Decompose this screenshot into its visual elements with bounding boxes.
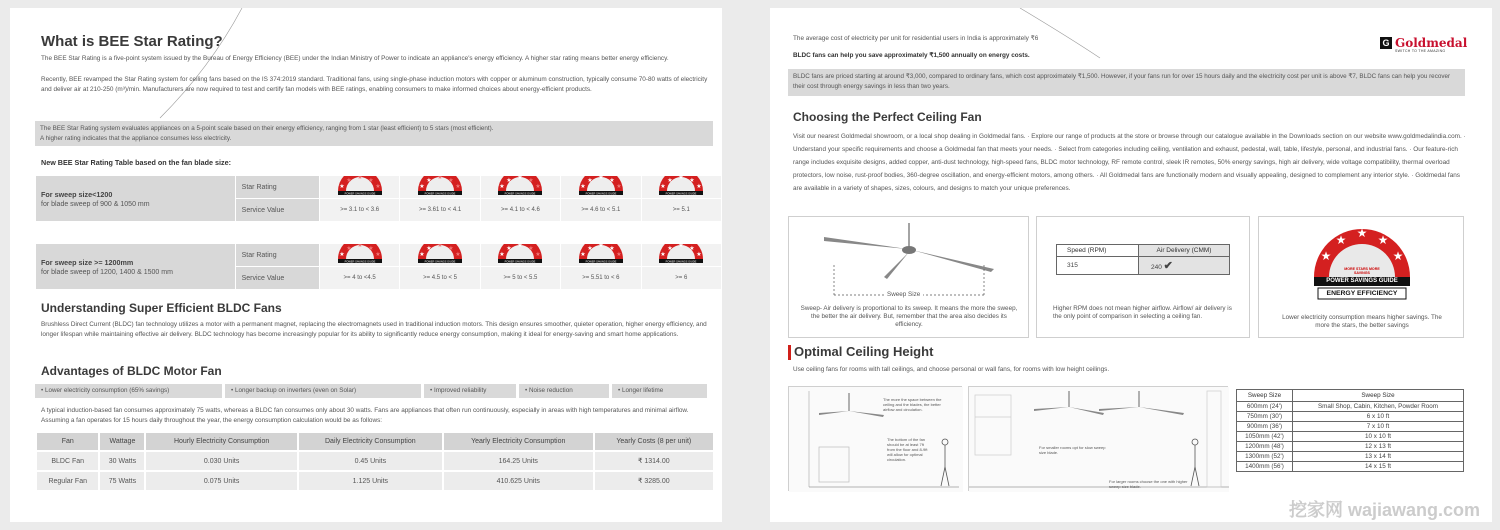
size-cell: For sweep size >= 1200mm for blade sweep of 1200, 1400 & 1500 mm (36, 244, 236, 290)
sweep-table-cell: 13 x 14 ft (1293, 452, 1464, 462)
star-rating-5 (641, 176, 721, 199)
intro-paragraph: The BEE Star Rating is a five-point system issued by the Bureau of Energy Efficiency (BEE) under the Indian Ministry of Power to indicate an appliance's energy efficiency. A higher star rating means better energy efficiency. (41, 55, 669, 62)
svg-text:★: ★ (419, 183, 425, 190)
advantage-chip: • Longer backup on inverters (even on Solar) (225, 384, 421, 398)
svg-text:★: ★ (660, 251, 666, 258)
fan-table-cell: 0.075 Units (145, 471, 297, 491)
star-label-icon (329, 244, 391, 264)
sweep-table-cell: 600mm (24') (1237, 402, 1293, 412)
svg-text:★: ★ (506, 177, 513, 184)
svg-text:★: ★ (448, 177, 454, 184)
height-paragraph: Use ceiling fans for rooms with tall ceilings, and choose personal or wall fans, for rooms with low height ceilings. (793, 366, 1110, 373)
service-value: >= 4.6 to < 5.1 (561, 199, 641, 222)
fan-table-header: Wattage (99, 432, 145, 451)
service-value: >= 6 (641, 267, 721, 290)
savings-line: BLDC fans can help you save approximately ₹1,500 annually on energy costs. (793, 52, 1030, 59)
star-label-icon (409, 244, 471, 264)
table-row (1237, 462, 1464, 472)
svg-text:★: ★ (437, 176, 443, 181)
rpm-value: 315 (1057, 257, 1139, 275)
page-title: What is BEE Star Rating? (41, 33, 223, 50)
logo-mark-icon: G (1380, 37, 1392, 49)
svg-text:★: ★ (535, 183, 542, 190)
star-rating-4 (561, 244, 641, 267)
svg-text:★: ★ (1320, 249, 1332, 263)
svg-text:★: ★ (426, 177, 432, 184)
sweep-table-cell: 14 x 15 ft (1293, 462, 1464, 472)
svg-text:★: ★ (1335, 233, 1347, 247)
fan-table-header: Fan (36, 432, 99, 451)
svg-text:POWER SAVINGS GUIDE: POWER SAVINGS GUIDE (344, 192, 376, 196)
sweep-card (788, 216, 1029, 338)
svg-text:★: ★ (499, 251, 506, 258)
advantages-list (35, 384, 707, 398)
service-value: >= 4.1 to < 4.6 (480, 199, 560, 222)
energy-card (1258, 216, 1464, 338)
room-illustration-2 (968, 386, 1228, 491)
rating-table-heading: New BEE Star Rating Table based on the fan blade size: (41, 158, 231, 167)
svg-text:POWER SAVINGS GUIDE: POWER SAVINGS GUIDE (585, 260, 617, 264)
star-rating-3 (480, 176, 560, 199)
info-box (35, 121, 713, 146)
svg-text:★: ★ (616, 183, 622, 190)
watermark: 挖家网 wajiawang.com (1288, 500, 1480, 520)
service-value-label: Service Value (235, 267, 319, 290)
svg-text:★: ★ (616, 251, 622, 258)
svg-text:★: ★ (338, 183, 345, 190)
service-value: >= 4 to <4.5 (319, 267, 399, 290)
svg-text:★: ★ (580, 251, 586, 258)
table-row (1237, 432, 1464, 442)
room-note-4: For larger rooms choose the one with higher sweep size blade. (1109, 479, 1188, 489)
svg-text:★: ★ (455, 251, 461, 258)
accent-bar (788, 345, 791, 360)
advantage-chip: • Noise reduction (519, 384, 609, 398)
table-row (36, 451, 714, 471)
logo-name: Goldmedal (1395, 36, 1468, 50)
air-delivery-header: Air Delivery (CMM) (1139, 245, 1230, 257)
room-note-1: The more the space between the ceiling and the blades, the better airflow and circulation. (883, 397, 942, 412)
service-value: >= 4.5 to < 5 (400, 267, 480, 290)
cost-line: The average cost of electricity per unit for residential users in India is approximately ₹6 (793, 35, 1039, 42)
star-rating-label: Star Rating (235, 176, 319, 199)
sweep-table-cell: 10 x 10 ft (1293, 432, 1464, 442)
info-box-line: The BEE Star Rating system evaluates appliances on a 5-point scale based on their energy efficiency, ranging from 1 star (least efficient) to 5 stars (most efficient). (40, 125, 494, 132)
fan-table-header: Hourly Electricity Consumption (145, 432, 297, 451)
service-value: >= 3.61 to < 4.1 (400, 199, 480, 222)
sweep-caption: Sweep- Air delivery is proportional to its sweep. It means the more the sweep, the better the air delivery. But, remember that the area also decides its efficiency. (800, 305, 1018, 328)
energy-guide: POWER SAVINGS GUIDE (1326, 278, 1398, 284)
size-cell: For sweep size<1200 for blade sweep of 900 & 1050 mm (36, 176, 236, 222)
bldc-title: Understanding Super Efficient BLDC Fans (41, 301, 282, 315)
sweep-table-cell: 1400mm (56') (1237, 462, 1293, 472)
table-row (1237, 442, 1464, 452)
svg-text:★: ★ (356, 176, 363, 181)
sweep-table-header: Sweep Size (1293, 390, 1464, 402)
star-label-icon (489, 176, 551, 196)
fan-table-header: Yearly Costs (8 per unit) (594, 432, 714, 451)
sweep-table-cell: 1050mm (42') (1237, 432, 1293, 442)
star-label-icon (570, 244, 632, 264)
svg-text:★: ★ (696, 251, 702, 258)
svg-text:★: ★ (338, 251, 345, 258)
svg-text:★: ★ (689, 245, 695, 252)
sweep-table-header: Sweep Size (1237, 390, 1293, 402)
svg-text:★: ★ (609, 245, 615, 252)
energy-caption: Lower electricity consumption means higher savings. The more the stars, the better savings (1282, 314, 1442, 329)
fan-table-header: Daily Electricity Consumption (298, 432, 443, 451)
svg-text:★: ★ (678, 244, 684, 249)
service-value: >= 5.1 (641, 199, 721, 222)
svg-text:★: ★ (506, 245, 513, 252)
svg-text:★: ★ (535, 251, 542, 258)
svg-text:POWER SAVINGS GUIDE: POWER SAVINGS GUIDE (665, 260, 697, 264)
star-label-icon (570, 176, 632, 196)
fan-table-cell: 0.45 Units (298, 451, 443, 471)
svg-text:★: ★ (667, 177, 673, 184)
svg-text:★: ★ (667, 245, 673, 252)
sweep-size-table (1236, 389, 1464, 472)
sweep-size-label: Sweep Size (884, 291, 923, 299)
svg-text:POWER SAVINGS GUIDE: POWER SAVINGS GUIDE (505, 260, 536, 264)
svg-text:★: ★ (517, 176, 524, 181)
right-page (770, 8, 1492, 522)
sweep-table-cell: 900mm (36') (1237, 422, 1293, 432)
svg-text:★: ★ (367, 177, 374, 184)
fan-table-cell: Regular Fan (36, 471, 99, 491)
sweep-table-cell: 1200mm (48') (1237, 442, 1293, 452)
svg-text:★: ★ (517, 244, 524, 249)
sweep-table-cell: 1300mm (52') (1237, 452, 1293, 462)
table-row (1237, 452, 1464, 462)
svg-text:★: ★ (598, 244, 604, 249)
usage-paragraph: A typical induction-based fan consumes approximately 75 watts, whereas a BLDC fan consumes only about 30 watts. Fans are appliances that often run continuously, especially in areas with high temperatures and minimal airflow. Assuming a fan operates for 15 hours daily throughout the year, the energy consumption calculation would be as follows: (41, 407, 689, 424)
room-sketch-2 (969, 387, 1229, 492)
advantage-chip: • Improved reliability (424, 384, 516, 398)
info-box-line: A higher rating indicates that the appliance consumes less electricity. (40, 135, 232, 142)
svg-text:POWER SAVINGS GUIDE: POWER SAVINGS GUIDE (344, 260, 376, 264)
rpm-card (1036, 216, 1250, 338)
rating-table-large (35, 243, 722, 290)
intro-paragraph-2: Recently, BEE revamped the Star Rating system for ceiling fans based on the IS 374:2019 standard. Traditional fans, using single-phase induction motors with copper or aluminum construction, typically consume 70-80 watts of electricity and deliver air at 210-250 (m³)/min. Manufacturers are now required to test and certify fan models with BEE ratings, enabling consumers to make informed choices about energy-efficient products. (41, 76, 708, 93)
sweep-table-cell: 6 x 10 ft (1293, 412, 1464, 422)
advantage-chip: • Lower electricity consumption (65% savings) (35, 384, 222, 398)
fan-table-cell: 164.25 Units (443, 451, 594, 471)
svg-text:★: ★ (660, 183, 666, 190)
star-rating-label: Star Rating (235, 244, 319, 267)
star-rating-2 (400, 244, 480, 267)
svg-text:★: ★ (689, 177, 695, 184)
service-value: >= 3.1 to < 3.6 (320, 199, 400, 222)
fan-table-cell: ₹ 3285.00 (594, 471, 714, 491)
rpm-header: Speed (RPM) (1057, 245, 1139, 257)
room-note-3: For smaller rooms opt for slow sweep size blade. (1039, 445, 1106, 455)
svg-text:★: ★ (419, 251, 425, 258)
checkmark-icon: ✔ (1163, 260, 1173, 272)
sweep-table-cell: 750mm (30') (1237, 412, 1293, 422)
svg-text:★: ★ (426, 245, 432, 252)
table-row (1237, 412, 1464, 422)
star-label-icon (650, 176, 712, 196)
fan-table-cell: ₹ 1314.00 (594, 451, 714, 471)
star-rating-4 (561, 176, 641, 199)
svg-text:POWER SAVINGS GUIDE: POWER SAVINGS GUIDE (585, 192, 617, 196)
svg-text:★: ★ (437, 244, 443, 249)
star-rating-5 (641, 244, 721, 267)
energy-efficiency: ENERGY EFFICIENCY (1326, 290, 1398, 297)
advantages-title: Advantages of BLDC Motor Fan (41, 364, 222, 378)
fan-table-cell: BLDC Fan (36, 451, 99, 471)
svg-text:★: ★ (356, 244, 363, 249)
svg-text:★: ★ (528, 245, 535, 252)
price-box: BLDC fans are priced starting at around ₹3,000, compared to ordinary fans, which cost approximately ₹1,500. However, if your fans run for over 15 hours daily and the electricity cost per unit is above ₹7, BLDC fans can help you recover their cost through energy savings in less than two years. (788, 69, 1465, 96)
svg-text:POWER SAVINGS GUIDE: POWER SAVINGS GUIDE (424, 260, 456, 264)
logo-tagline: SWITCH TO THE AMAZING (1395, 49, 1446, 53)
service-value-label: Service Value (235, 199, 319, 222)
svg-text:★: ★ (455, 183, 461, 190)
svg-text:★: ★ (587, 177, 593, 184)
choose-title: Choosing the Perfect Ceiling Fan (793, 110, 982, 124)
svg-text:★: ★ (587, 245, 593, 252)
sweep-table-cell: 7 x 10 ft (1293, 422, 1464, 432)
svg-text:★: ★ (678, 176, 684, 181)
energy-label-top: MORE STARS MORE SAVINGS (1344, 267, 1380, 275)
rpm-caption: Higher RPM does not mean higher airflow. Airflow/ air delivery is the only point of comparison in selecting a ceiling fan. (1053, 305, 1232, 320)
svg-text:★: ★ (374, 251, 381, 258)
svg-text:★: ★ (345, 245, 352, 252)
bldc-paragraph: Brushless Direct Current (BLDC) fan technology utilizes a motor with a permanent magnet, replacing the electromagnets used in traditional induction motors. This design ensures smoother, quieter operation, higher energy efficiency, and longer lifespan while maintaining effective air delivery. BLDC technology has become increasingly popular for its ability to significantly reduce energy consumption, making it ideal for energy-saving and smart home applications. (41, 321, 707, 338)
svg-text:★: ★ (696, 183, 702, 190)
svg-text:★: ★ (367, 245, 374, 252)
table-row (36, 471, 714, 491)
star-rating-2 (400, 176, 480, 199)
fan-table-header: Yearly Electricity Consumption (443, 432, 594, 451)
svg-text:★: ★ (499, 183, 506, 190)
svg-text:★: ★ (1356, 226, 1368, 240)
room-illustration-1 (788, 386, 962, 491)
fan-table-cell: 410.625 Units (443, 471, 594, 491)
svg-text:★: ★ (374, 183, 381, 190)
height-title: Optimal Ceiling Height (794, 344, 934, 359)
table-row (1237, 402, 1464, 412)
goldmedal-logo (1380, 36, 1468, 53)
star-rating-3 (480, 244, 560, 267)
svg-text:★: ★ (528, 177, 535, 184)
star-label-icon (409, 176, 471, 196)
svg-text:★: ★ (345, 177, 352, 184)
rpm-table (1056, 244, 1230, 275)
star-rating-1 (319, 244, 399, 267)
svg-text:★: ★ (1392, 249, 1404, 263)
svg-text:POWER SAVINGS GUIDE: POWER SAVINGS GUIDE (505, 192, 536, 196)
sweep-table-cell: 12 x 13 ft (1293, 442, 1464, 452)
svg-text:★: ★ (448, 245, 454, 252)
fan-table-cell: 75 Watts (99, 471, 145, 491)
svg-text:★: ★ (580, 183, 586, 190)
fan-consumption-table (35, 431, 715, 492)
star-label-icon (329, 176, 391, 196)
star-label-icon (489, 244, 551, 264)
fan-table-cell: 1.125 Units (298, 471, 443, 491)
air-delivery-value: 240 (1151, 264, 1162, 271)
left-page (10, 8, 722, 522)
svg-text:POWER SAVINGS GUIDE: POWER SAVINGS GUIDE (424, 192, 456, 196)
choose-paragraph: Visit our nearest Goldmedal showroom, or a local shop dealing in Goldmedal fans. · Explore our range of products at the store or browse through our catalogue available in the Downloads section on our website www.goldmedalindia.com. · Understand your specific requirements and choose a Goldmedal fan that meets your needs. · Select from categories including ceiling, ventilation and exhaust, pedestal, wall, table, lifestyle, personal, and industrial fans. · Our feature-rich range includes exquisite designs, added copper, anti-dust technology, high-speed fans, BLDC motor technology, RF remote control, sleek IR remotes, 50% energy savings, high air delivery, wide voltage compatibility, thermal overload protectors, low noise, rust-proof bodies, 360-degree oscillation, and energy-efficient motors, among others. · All Goldmedal fans are functionally modern and visually appealing, designed to complement any interior style. · Goldmedal fans are available in a variety of shapes, sizes, colours, and designs to match your unique preferences. (793, 133, 1466, 192)
room-note-2: The bottom of the fan should be at least 7ft from the floor and 8-9ft will allow for optimal circulation. (887, 437, 928, 462)
advantage-chip: • Longer lifetime (612, 384, 707, 398)
sweep-table-cell: Small Shop, Cabin, Kitchen, Powder Room (1293, 402, 1464, 412)
rating-table-small (35, 175, 722, 222)
service-value: >= 5.51 to < 6 (561, 267, 641, 290)
table-row (1237, 422, 1464, 432)
service-value: >= 5 to < 5.5 (480, 267, 560, 290)
svg-text:POWER SAVINGS GUIDE: POWER SAVINGS GUIDE (665, 192, 697, 196)
svg-text:★: ★ (598, 176, 604, 181)
fan-table-cell: 30 Watts (99, 451, 145, 471)
svg-text:★: ★ (1377, 233, 1389, 247)
star-label-icon (650, 244, 712, 264)
svg-text:★: ★ (609, 177, 615, 184)
star-rating-1 (320, 176, 400, 199)
fan-table-cell: 0.030 Units (145, 451, 297, 471)
